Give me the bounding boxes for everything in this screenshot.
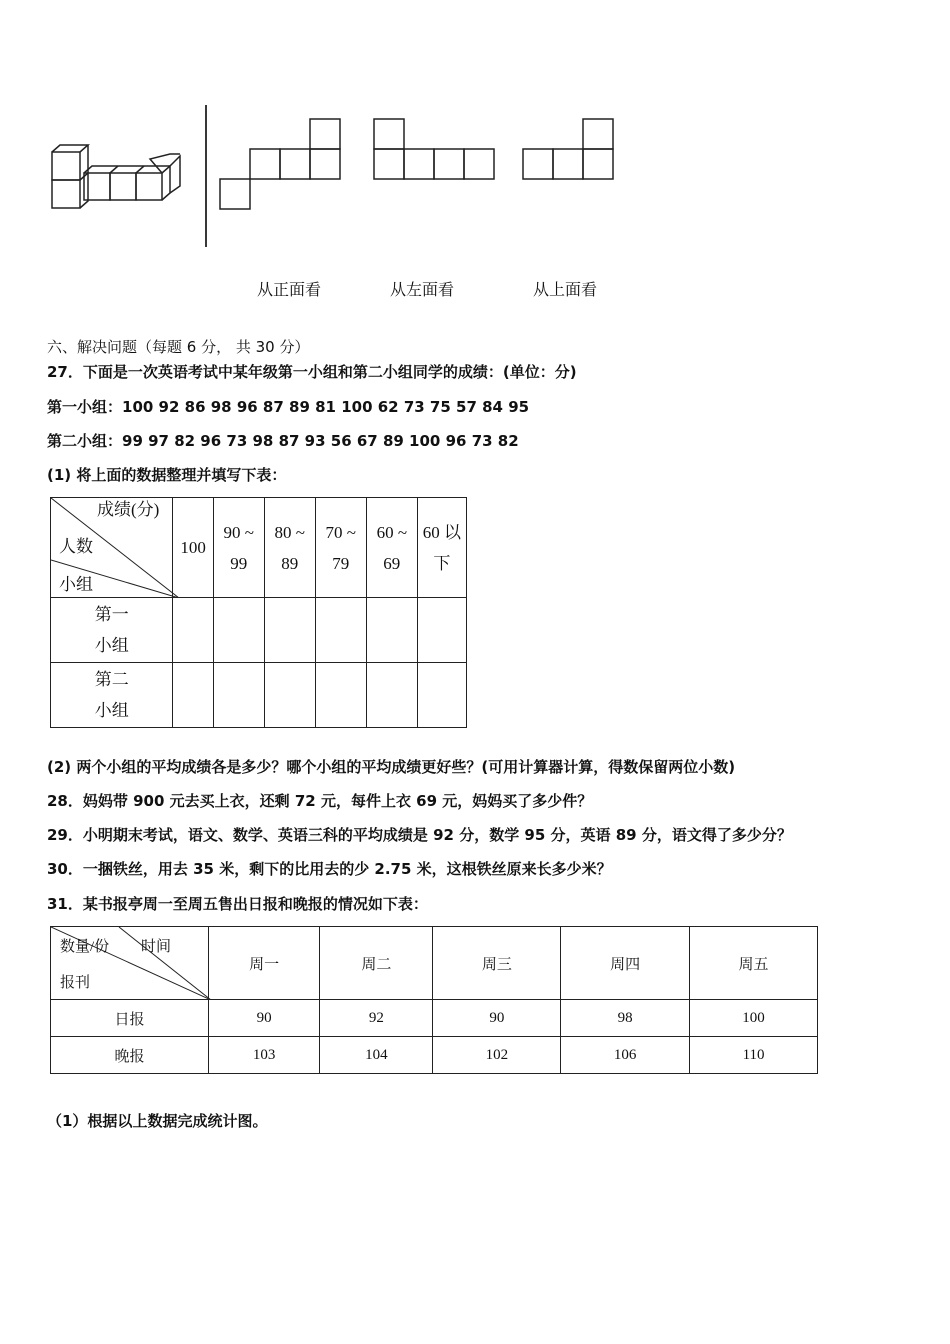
table-row bbox=[51, 1037, 818, 1074]
table-cell: 104 bbox=[320, 1037, 433, 1074]
q31-part1: （1）根据以上数据完成统计图。 bbox=[47, 1112, 268, 1130]
label-front-view: 从正面看 bbox=[257, 280, 322, 299]
col-header-60-69: 60 ~ 69 bbox=[366, 498, 417, 598]
col-header-70-79: 70 ~ 79 bbox=[315, 498, 366, 598]
cube-solid-drawing bbox=[52, 145, 180, 208]
corner-count-label: 人数 bbox=[59, 537, 93, 556]
col-header-wed: 周三 bbox=[433, 927, 561, 1000]
blank-cell bbox=[173, 598, 213, 663]
blank-cell bbox=[417, 598, 466, 663]
blank-cell bbox=[173, 663, 213, 728]
blank-cell bbox=[264, 598, 315, 663]
q28-text: 28．妈妈带 900 元去买上衣，还剩 72 元，每件上衣 69 元，妈妈买了多少件？ bbox=[47, 792, 593, 810]
table-cell: 90 bbox=[209, 1000, 320, 1037]
col-header-mon: 周一 bbox=[209, 927, 320, 1000]
q30-text: 30．一捆铁丝，用去 35 米，剩下的比用去的少 2.75 米，这根铁丝原来长多少米？ bbox=[47, 860, 612, 878]
q29-text: 29．小明期末考试，语文、数学、英语三科的平均成绩是 92 分，数学 95 分，英语 89 分，语文得了多少分？ bbox=[47, 826, 792, 844]
corner-score-label: 成绩(分) bbox=[97, 500, 160, 519]
blank-cell bbox=[264, 663, 315, 728]
table-cell: 110 bbox=[690, 1037, 818, 1074]
q27-score-table bbox=[50, 497, 467, 728]
label-left-view: 从左面看 bbox=[390, 280, 455, 299]
table-cell: 106 bbox=[561, 1037, 690, 1074]
top-view-drawing bbox=[523, 119, 613, 179]
blank-cell bbox=[315, 663, 366, 728]
front-view-drawing bbox=[220, 119, 340, 209]
corner-group-label: 小组 bbox=[59, 575, 93, 594]
blank-cell bbox=[417, 663, 466, 728]
q27-group2-scores: 第二小组：99 97 82 96 73 98 87 93 56 67 89 100 96 73 82 bbox=[47, 432, 519, 450]
q31-sales-table bbox=[50, 926, 818, 1074]
row-label-group2: 第二 小组 bbox=[51, 663, 173, 728]
col-header-90-99: 90 ~ 99 bbox=[213, 498, 264, 598]
table-cell: 100 bbox=[690, 1000, 818, 1037]
col-header-80-89: 80 ~ 89 bbox=[264, 498, 315, 598]
table-row bbox=[51, 598, 467, 663]
q27-part2: (2) 两个小组的平均成绩各是多少？哪个小组的平均成绩更好些？(可用计算器计算，得数保留两位小数) bbox=[47, 758, 736, 776]
table-cell: 103 bbox=[209, 1037, 320, 1074]
table-cell: 92 bbox=[320, 1000, 433, 1037]
blank-cell bbox=[213, 598, 264, 663]
q27-part1: (1) 将上面的数据整理并填写下表： bbox=[47, 466, 287, 484]
table-cell: 90 bbox=[433, 1000, 561, 1037]
corner-quantity-label: 数量/份 bbox=[60, 939, 110, 955]
three-view-figure bbox=[40, 95, 640, 260]
blank-cell bbox=[315, 598, 366, 663]
corner-paper-label: 报刊 bbox=[60, 975, 91, 991]
blank-cell bbox=[213, 663, 264, 728]
col-header-thu: 周四 bbox=[561, 927, 690, 1000]
corner-time-label: 时间 bbox=[141, 939, 172, 955]
q31-title: 31．某书报亭周一至周五售出日报和晚报的情况如下表： bbox=[47, 895, 428, 913]
col-header-tue: 周二 bbox=[320, 927, 433, 1000]
col-header-below-60: 60 以 下 bbox=[417, 498, 466, 598]
blank-cell bbox=[366, 663, 417, 728]
table-cell: 98 bbox=[561, 1000, 690, 1037]
table-corner-cell bbox=[51, 927, 209, 1000]
row-label-evening: 晚报 bbox=[51, 1037, 209, 1074]
table-row bbox=[51, 1000, 818, 1037]
left-view-drawing bbox=[374, 119, 494, 179]
q27-group1-scores: 第一小组：100 92 86 98 96 87 89 81 100 62 73 75 57 84 95 bbox=[47, 398, 530, 416]
table-corner-cell bbox=[51, 498, 173, 598]
col-header-100: 100 bbox=[173, 498, 213, 598]
q27-title: 27．下面是一次英语考试中某年级第一小组和第二小组同学的成绩：(单位：分) bbox=[47, 363, 577, 381]
blank-cell bbox=[366, 598, 417, 663]
table-row bbox=[51, 663, 467, 728]
label-top-view: 从上面看 bbox=[533, 280, 598, 299]
section-heading: 六、解决问题（每题 6 分， 共 30 分） bbox=[47, 338, 310, 356]
col-header-fri: 周五 bbox=[690, 927, 818, 1000]
table-cell: 102 bbox=[433, 1037, 561, 1074]
row-label-daily: 日报 bbox=[51, 1000, 209, 1037]
row-label-group1: 第一 小组 bbox=[51, 598, 173, 663]
